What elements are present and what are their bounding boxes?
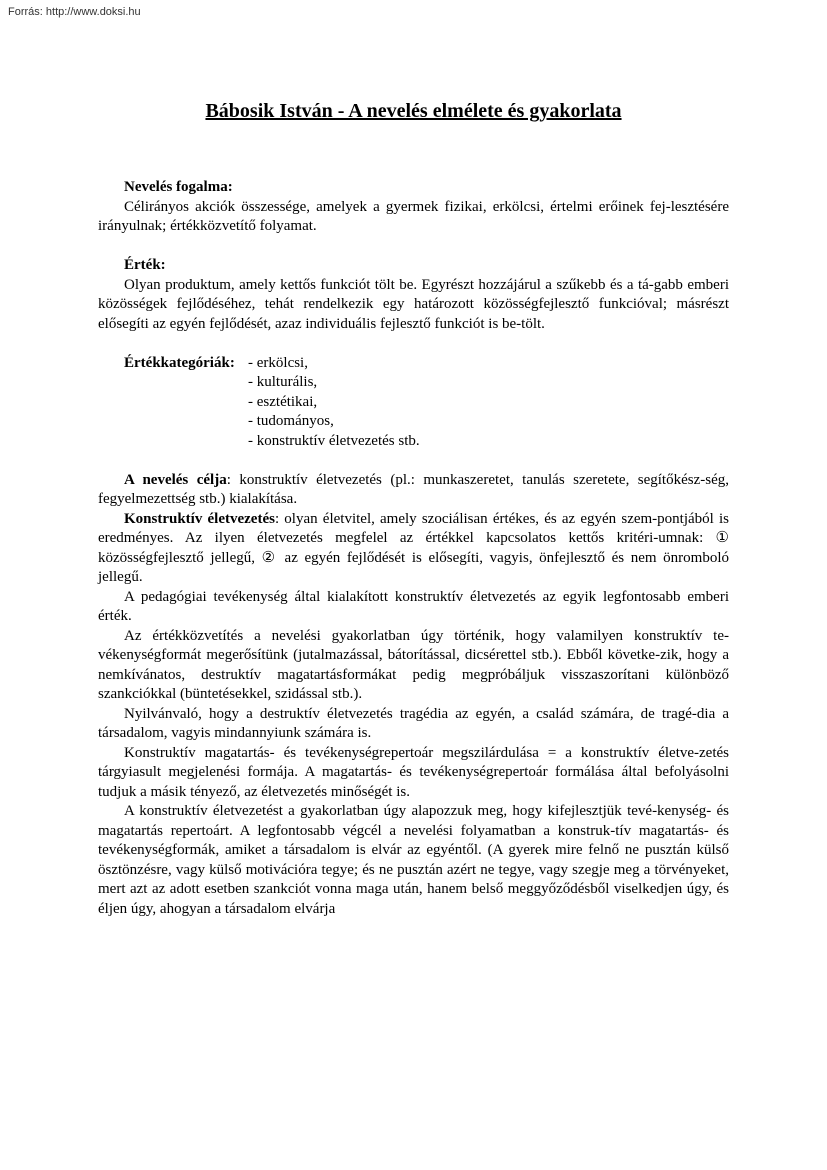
section-text: Célirányos akciók összessége, amelyek a gyermek fizikai, erkölcsi, értelmi erőinek fej-lesztésére irányulnak; értékközvetítő folyamat. xyxy=(98,198,729,234)
section-heading: Érték: xyxy=(124,257,166,273)
term: A nevelés célja xyxy=(124,471,227,488)
source-note: Forrás: http://www.doksi.hu xyxy=(8,6,141,18)
section-neveles-celja xyxy=(98,471,729,510)
paragraph: A pedagógiai tevékenység által kialakított konstruktív életvezetés az egyik legfontosabb emberi érték. xyxy=(98,588,729,624)
list-item: - tudományos, xyxy=(248,413,334,429)
category-list xyxy=(248,354,420,452)
document-title: Bábosik István - A nevelés elmélete és gyakorlata xyxy=(205,100,622,122)
section-heading: Nevelés fogalma: xyxy=(124,179,233,195)
term: Konstruktív életvezetés xyxy=(124,510,275,527)
section-ertekkategoriak xyxy=(98,354,729,452)
section-heading: Értékkategóriák: xyxy=(124,354,235,371)
section-neveles-fogalma xyxy=(98,178,729,237)
list-item: - erkölcsi, xyxy=(248,354,308,371)
section-konstruktiv-eletvezetes xyxy=(98,510,729,588)
document-body xyxy=(98,178,729,919)
list-item: - kulturális, xyxy=(248,374,318,390)
list-item: - konstruktív életvezetés stb. xyxy=(248,432,420,449)
list-item: - esztétikai, xyxy=(248,393,318,410)
paragraph: Az értékközvetítés a nevelési gyakorlatban úgy történik, hogy valamilyen konstruktív te-vékenységformát megerősítünk (jutalmazással, bátorítással, dicsérettel stb.). Ebből követke-zik, hogy a nemkívánatos, destruktív magatartásformákat pedig megpróbáljuk visszaszorítani különböző szankciókkal (büntetésekkel, szidással stb.). xyxy=(98,627,729,702)
paragraph: Nyilvánvaló, hogy a destruktív életvezetés tragédia az egyén, a család számára, de tragé-dia a társadalom, vagyis mindannyiunk számára is. xyxy=(98,705,729,741)
paragraph: A konstruktív életvezetést a gyakorlatban úgy alapozzuk meg, hogy kifejlesztjük tevé-kenység- és magatartás repertoárt. A legfontosabb végcél a nevelési folyamatban a konstruk-tív magatartás- és tevékenységformák, amiket a társadalom is elvár az egyéntől. (A gyerek mire felnő ne pusztán külső ösztönzésre, vagy külső motivációra tegye; és ne pusztán azért ne tegye, vagy szegje meg a törvényeket, mert azt az adott esetben szankciót vonna maga után, hanem belső meggyőződésből viselkedjen úgy, és éljen úgy, ahogyan a társadalom elvárja xyxy=(98,803,729,917)
definition: : konstruktív életvezetés (pl.: munkaszeretet, tanulás szeretete, segítőkész-ség, fegyelmezettség stb.) kialakítása. xyxy=(98,471,729,507)
definition: : olyan életvitel, amely szociálisan értékes, és az egyén szem-pontjából is eredményes. Az ilyen életvezetés megfelel az értékkel kapcsolatos kettős kritéri-umnak: ① közösségfejlesztő jellegű, ② az egyén fejlődését is elősegíti, vagyis, önfejlesztő és nem önromboló jellegű. xyxy=(98,510,730,585)
section-text: Olyan produktum, amely kettős funkciót tölt be. Egyrészt hozzájárul a szűkebb és a tá-gabb emberi közösségek fejlődéséhez, tehát rendelkezik egy határozott közösségfejlesztő funkcióval; másrészt elősegíti az egyén fejlődését, azaz individuális fejlesztő funkciót is be-tölt. xyxy=(98,276,729,332)
section-ertek xyxy=(98,256,729,334)
paragraph: Konstruktív magatartás- és tevékenységrepertoár megszilárdulása = a konstruktív életve-zetés tárgyiasult megjelenési formája. A magatartás- és tevékenységrepertoár formálása által befolyásolni tudjuk a másik tényező, az életvezetés minőségét is. xyxy=(98,744,729,800)
